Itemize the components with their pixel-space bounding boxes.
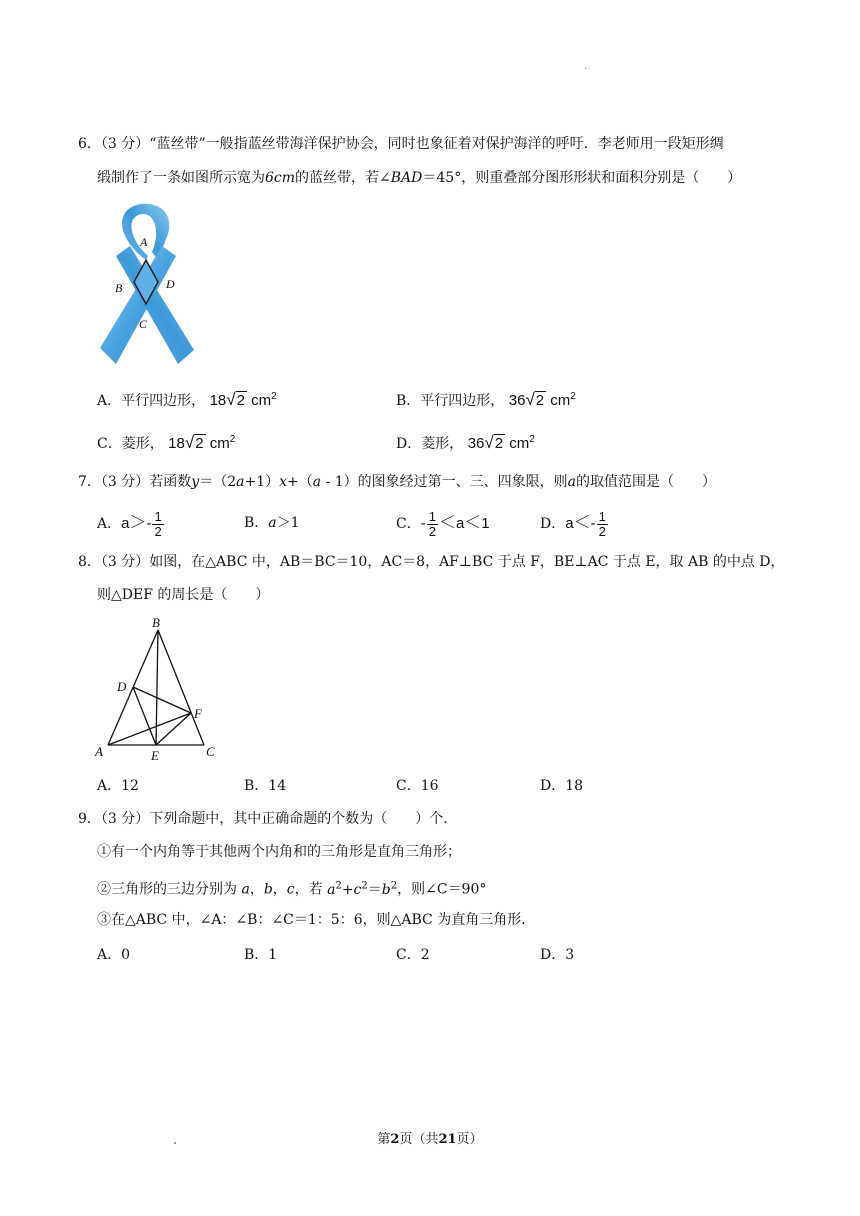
segment-bc: [158, 630, 204, 745]
relation: ＞: [276, 515, 291, 531]
q7-stem: [78, 472, 716, 492]
page-footer: [0, 1128, 860, 1147]
exponent: 2: [529, 434, 535, 445]
q8-line1: [78, 552, 785, 572]
footer-text: 页（共: [399, 1132, 439, 1147]
triangle-label-b: B: [152, 615, 160, 630]
denominator: 2: [598, 523, 606, 539]
option-label: D．: [540, 516, 566, 532]
sqrt-icon: √: [484, 433, 494, 452]
q7-option-a[interactable]: [97, 506, 165, 541]
option-label: C．: [396, 947, 421, 963]
q9-option-b[interactable]: [244, 943, 277, 967]
total-pages: 21: [438, 1132, 457, 1147]
var-a: a: [565, 515, 574, 532]
ribbon-label-c: C: [139, 317, 148, 331]
q9-statement-2: ②三角形的三边分别为 a，b，c，若 $a^2+c^2=b^2$，则∠C＝90°: [97, 880, 487, 898]
var-a: a: [455, 515, 465, 532]
q8-option-a[interactable]: [97, 774, 139, 798]
value: 1: [481, 515, 490, 532]
q7-text: ＝（2: [199, 474, 237, 490]
q7-option-d[interactable]: [540, 506, 609, 541]
triangle-label-c: C: [206, 744, 215, 759]
q6-text2a: 缎制作了一条如图所示宽为: [97, 170, 265, 186]
option-label: B．: [244, 947, 269, 963]
q7-text: - 1）的图象经过第一、三、四象限，则: [321, 474, 568, 490]
var-a: a: [236, 474, 245, 490]
q6-option-a[interactable]: [97, 385, 277, 413]
radicand: 2: [494, 435, 504, 452]
option-area: [509, 392, 576, 409]
q9-option-c[interactable]: [396, 943, 430, 967]
q9-s2-text: ，则∠C＝90°: [397, 881, 487, 898]
radicand: 2: [236, 392, 245, 409]
var-c: c: [286, 881, 295, 898]
minus-sign: -: [146, 515, 152, 532]
var-a: a: [268, 515, 277, 531]
q7-option-c[interactable]: [396, 506, 490, 541]
q7-text: +（: [287, 474, 313, 490]
option-area: [168, 435, 235, 452]
ribbon-figure: [96, 198, 196, 368]
option-shape: 平行四边形，: [420, 393, 505, 409]
q9-stem: [78, 809, 457, 829]
option-label: A．: [97, 947, 122, 963]
q8-text2: 则△DEF 的周长是（ ）: [97, 587, 270, 603]
q7-number: 7．: [78, 474, 101, 490]
q9-s2-text: ②三角形的三边分别为: [97, 881, 237, 898]
option-label: B．: [244, 515, 269, 531]
q6-text2c: ＝45°，则重叠部分图形形状和面积分别是（ ）: [422, 170, 742, 186]
unit: cm: [509, 435, 530, 452]
option-label: C．: [396, 516, 421, 532]
q6-option-c[interactable]: [97, 428, 235, 456]
option-label: A．: [97, 393, 122, 409]
q9-s2-text: ，若: [294, 881, 323, 898]
fraction: [152, 510, 163, 539]
q6-text2b: 的蓝丝带，若∠: [295, 170, 391, 186]
ribbon-label-b: B: [115, 281, 123, 295]
option-label: A．: [97, 516, 122, 532]
q6-score: （3 分）: [100, 136, 150, 152]
unit: cm: [550, 392, 571, 409]
unit: cm: [251, 392, 272, 409]
exponent: 2: [229, 434, 236, 445]
q9-statement-1: ①有一个内角等于其他两个内角和的三角形是直角三角形；: [97, 844, 461, 860]
q8-line2: [97, 585, 269, 605]
option-label: C．: [396, 778, 421, 794]
segment-be: [156, 630, 158, 745]
var-a: a: [241, 881, 250, 898]
q7-text: +1）: [244, 474, 280, 490]
option-label: B．: [396, 393, 421, 409]
q9-number: 9．: [78, 811, 101, 827]
q6-option-b[interactable]: [396, 385, 576, 413]
pythagorean-equation: $a^2+c^2=b^2$: [327, 880, 398, 898]
relation: ＜: [573, 513, 591, 532]
option-value: 12: [121, 778, 139, 794]
q9-score: （3 分）: [100, 811, 150, 827]
q7-text: 若函数: [149, 474, 192, 490]
triangle-figure: [90, 614, 230, 766]
exponent: 2: [271, 391, 277, 402]
option-label: D．: [396, 436, 422, 452]
option-value: 18: [565, 778, 584, 794]
q9-statement-3: ③在△ABC 中，∠A：∠B：∠C＝1：5：6，则△ABC 为直角三角形．: [97, 912, 536, 928]
q8-number: 8．: [78, 554, 101, 570]
sqrt-icon: √: [226, 390, 236, 409]
sqrt-icon: √: [184, 433, 195, 452]
relation: ＞: [129, 513, 147, 532]
coef: 36: [467, 435, 485, 452]
segment-ef: [156, 713, 191, 745]
q9-option-a[interactable]: [97, 943, 130, 967]
q9-option-d[interactable]: [540, 943, 574, 967]
coef: 36: [508, 392, 526, 409]
var-x: x: [279, 474, 288, 490]
option-label: A．: [97, 778, 122, 794]
relation: ＜: [464, 513, 482, 532]
q6-width: 6cm: [265, 170, 296, 186]
option-value: 0: [121, 947, 131, 963]
option-area: [468, 435, 535, 452]
triangle-label-f: F: [194, 706, 202, 721]
option-shape: 菱形，: [421, 436, 464, 452]
fraction: [597, 510, 608, 539]
var-b: b: [263, 881, 273, 898]
footer-text: 第: [377, 1132, 391, 1147]
q6-angle: BAD: [390, 170, 423, 186]
denominator: 2: [154, 523, 162, 539]
option-value: 14: [268, 778, 287, 794]
fraction: [427, 510, 438, 539]
q8-option-d[interactable]: [540, 774, 583, 798]
minus-sign: -: [420, 515, 426, 532]
q6-line1: [78, 134, 724, 154]
option-value: 3: [565, 947, 575, 963]
option-value: 16: [420, 778, 439, 794]
numerator: 1: [428, 508, 436, 524]
header-mark: ·: [584, 64, 588, 75]
q8-option-c[interactable]: [396, 774, 439, 798]
var-a: a: [121, 515, 130, 532]
q7-option-b[interactable]: [244, 506, 300, 540]
var-y: y: [191, 474, 200, 490]
option-value: 1: [268, 947, 278, 963]
q6-option-d[interactable]: [396, 428, 535, 456]
page-number: 2: [390, 1132, 400, 1147]
var-a: a: [312, 474, 322, 490]
radicand: 2: [535, 392, 545, 409]
option-area: [210, 392, 277, 409]
sqrt-icon: √: [525, 390, 535, 409]
q7-text: 的取值范围是（ ）: [576, 474, 717, 490]
var-a: a: [567, 474, 577, 490]
q7-score: （3 分）: [100, 474, 150, 490]
option-shape: 平行四边形，: [121, 393, 206, 409]
option-label: B．: [244, 778, 269, 794]
q9-text: 下列命题中，其中正确命题的个数为（ ）个．: [149, 811, 458, 827]
option-shape: 菱形，: [121, 436, 164, 452]
ribbon-label-d: D: [166, 277, 175, 291]
q6-line2: [97, 168, 741, 188]
exponent: 2: [570, 391, 576, 402]
denominator: 2: [428, 523, 436, 539]
numerator: 1: [598, 508, 606, 524]
unit: cm: [209, 435, 230, 452]
coef: 18: [209, 392, 227, 409]
coef: 18: [168, 435, 185, 452]
ribbon-label-a: A: [140, 235, 148, 249]
q6-number: 6．: [78, 136, 101, 152]
q8-text1: 如图，在△ABC 中，AB＝BC＝10，AC＝8，AF⊥BC 于点 F，BE⊥AC 于点 E，取 AB 的中点 D，: [149, 554, 785, 570]
option-label: C．: [97, 436, 122, 452]
minus-sign: -: [590, 515, 596, 532]
option-label: D．: [540, 778, 566, 794]
option-label: D．: [540, 947, 566, 963]
value: 1: [290, 515, 300, 531]
triangle-label-d: D: [117, 679, 127, 694]
numerator: 1: [154, 508, 162, 524]
triangle-label-a: A: [95, 744, 103, 759]
option-value: 2: [420, 947, 430, 963]
q8-option-b[interactable]: [244, 774, 286, 798]
q6-text1: “蓝丝带”一般指蓝丝带海洋保护协会，同时也象征着对保护海洋的呼吁．李老师用一段矩形绸: [149, 136, 724, 152]
relation: ＜: [438, 513, 456, 532]
q8-score: （3 分）: [100, 554, 150, 570]
triangle-label-e: E: [151, 748, 159, 763]
radicand: 2: [195, 435, 204, 452]
footer-text: 页）: [456, 1132, 483, 1147]
